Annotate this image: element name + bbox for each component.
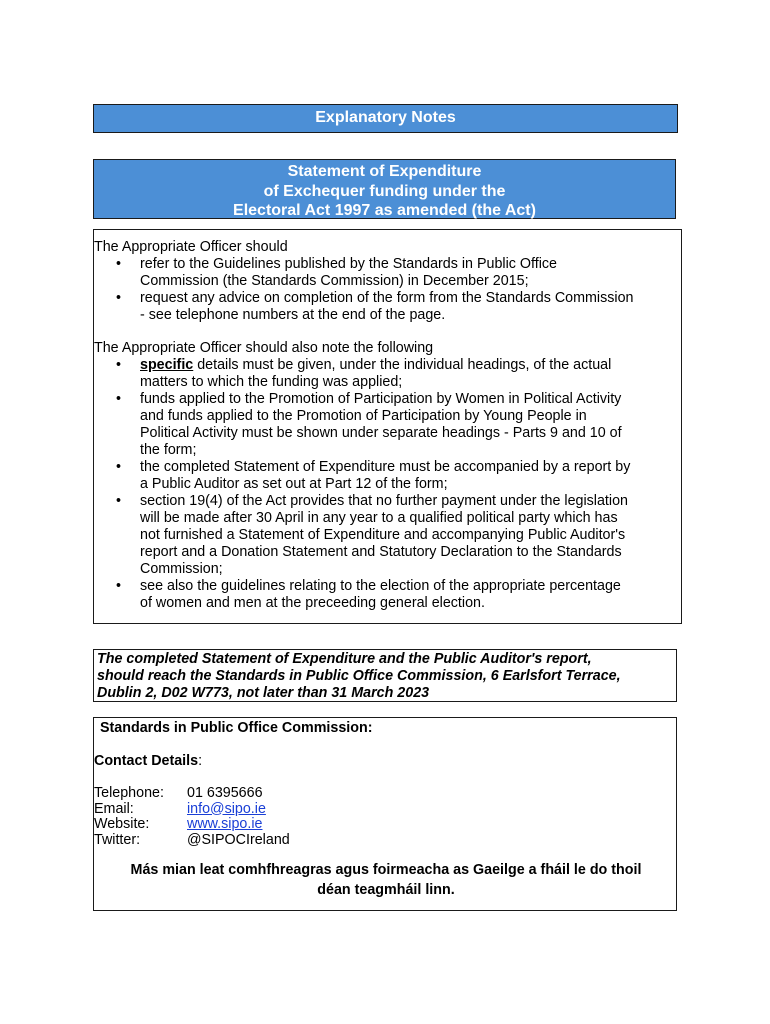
email-row: Email: info@sipo.ie	[94, 800, 266, 817]
statement-title-line: of Exchequer funding under the	[263, 182, 506, 200]
website-row: Website: www.sipo.ie	[94, 816, 263, 832]
notes-box	[93, 229, 682, 624]
notes-intro: The Appropriate Officer should also note the following	[94, 340, 434, 356]
twitter-value: @SIPOCIreland	[187, 831, 290, 848]
list-item: • section 19(4) of the Act provides that no further payment under the legislation will be made after 30 April in any year to a qualified political party which has not furnished a Statement of Expenditure and accompanying Public Auditor's report and a Donation Statement and Statutory Declaration to the Standards Commission;	[116, 493, 628, 577]
notes-list-2	[94, 357, 681, 612]
website-link[interactable]: www.sipo.ie	[187, 816, 263, 832]
bullet-icon: •	[116, 493, 122, 509]
statement-title-banner	[93, 159, 676, 219]
irish-language-note: Más mian leat comhfhreagras agus foirmeacha as Gaeilge a fháil le do thoil déan teagmháil linn.	[130, 862, 642, 898]
statement-title-line: Electoral Act 1997 as amended (the Act)	[233, 202, 536, 219]
list-item: • request any advice on completion of the form from the Standards Commission - see telephone numbers at the end of the page.	[116, 290, 634, 323]
deadline-line: Dublin 2, D02 W773, not later than 31 March 2023	[97, 685, 430, 701]
twitter-row: Twitter: @SIPOCIreland	[94, 831, 290, 848]
contact-box	[93, 717, 677, 911]
statement-title-line: Statement of Expenditure	[287, 163, 482, 180]
list-item: • specific details must be given, under the individual headings, of the actual matters to which the funding was applied;	[116, 357, 612, 390]
deadline-box	[93, 649, 677, 702]
contact-title: Standards in Public Office Commission:	[100, 720, 373, 736]
email-link[interactable]: info@sipo.ie	[187, 800, 266, 817]
deadline-line: The completed Statement of Expenditure and the Public Auditor's report,	[97, 651, 592, 667]
telephone-value: 01 6395666	[187, 785, 263, 801]
contact-details-label: Contact Details:	[94, 753, 203, 769]
explanatory-notes-banner	[93, 104, 678, 133]
list-item: • the completed Statement of Expenditure must be accompanied by a report by a Public Auditor as set out at Part 12 of the form;	[116, 459, 631, 492]
bullet-icon: •	[116, 290, 122, 306]
bullet-icon: •	[116, 391, 122, 407]
page-title: Explanatory Notes	[315, 109, 456, 126]
list-item: • refer to the Guidelines published by the Standards in Public Office Commission (the Standards Commission) in December 2015;	[116, 256, 557, 289]
bullet-icon: •	[116, 357, 122, 373]
specific-emphasis: specific	[140, 357, 194, 373]
bullet-icon: •	[116, 578, 122, 594]
notes-list-1	[94, 256, 681, 324]
notes-intro: The Appropriate Officer should	[94, 239, 288, 255]
bullet-icon: •	[116, 459, 122, 475]
telephone-row: Telephone: 01 6395666	[94, 785, 263, 801]
deadline-line: should reach the Standards in Public Office Commission, 6 Earlsfort Terrace,	[97, 668, 621, 684]
list-item: • funds applied to the Promotion of Participation by Women in Political Activity and funds applied to the Promotion of Participation by Young People in Political Activity must be shown under separate headings - Parts 9 and 10 of the form;	[116, 391, 622, 458]
list-item: • see also the guidelines relating to the election of the appropriate percentage of women and men at the preceeding general election.	[116, 578, 621, 611]
bullet-icon: •	[116, 256, 122, 272]
